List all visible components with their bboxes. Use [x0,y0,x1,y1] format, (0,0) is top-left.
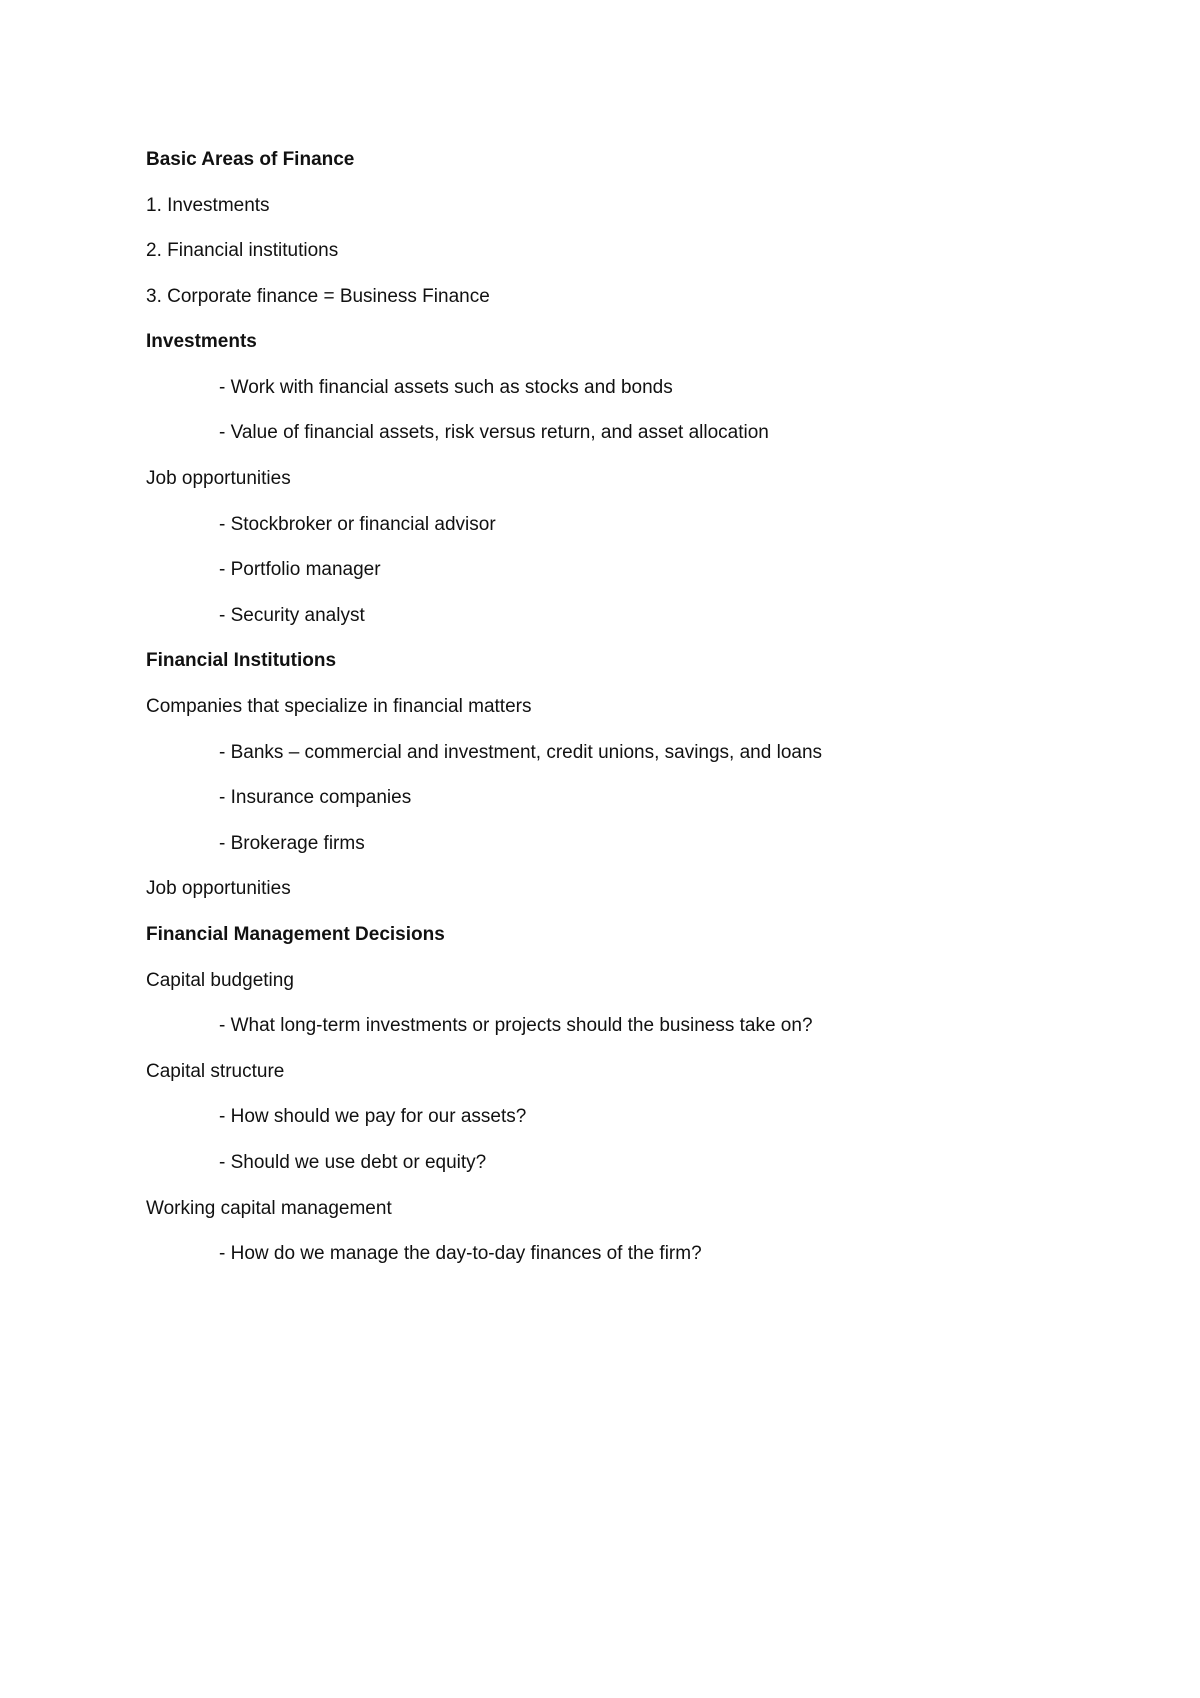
subheading-job-opportunities: Job opportunities [146,468,291,489]
bullet-value-of-assets: - Value of financial assets, risk versus return, and asset allocation [219,422,769,443]
heading-basic-areas: Basic Areas of Finance [146,149,355,170]
heading-financial-institutions: Financial Institutions [146,650,337,671]
heading-financial-management-decisions: Financial Management Decisions [146,924,445,945]
bullet-security-analyst: - Security analyst [219,605,365,626]
list-item-financial-institutions: 2. Financial institutions [146,240,339,261]
bullet-debt-or-equity: - Should we use debt or equity? [219,1152,487,1173]
subheading-working-capital: Working capital management [146,1198,392,1219]
list-item-investments: 1. Investments [146,195,270,216]
bullet-banks: - Banks – commercial and investment, credit unions, savings, and loans [219,742,823,763]
bullet-stockbroker: - Stockbroker or financial advisor [219,514,496,535]
subheading-capital-structure: Capital structure [146,1061,285,1082]
bullet-brokerage-firms: - Brokerage firms [219,833,365,854]
bullet-day-to-day-finances: - How do we manage the day-to-day finances of the firm? [219,1243,702,1264]
subheading-job-opportunities-2: Job opportunities [146,878,291,899]
bullet-portfolio-manager: - Portfolio manager [219,559,381,580]
heading-investments: Investments [146,331,257,352]
bullet-work-with-assets: - Work with financial assets such as stocks and bonds [219,377,673,398]
bullet-long-term-investments: - What long-term investments or projects should the business take on? [219,1015,813,1036]
bullet-insurance-companies: - Insurance companies [219,787,412,808]
list-item-corporate-finance: 3. Corporate finance = Business Finance [146,286,490,307]
bullet-pay-for-assets: - How should we pay for our assets? [219,1106,527,1127]
subheading-capital-budgeting: Capital budgeting [146,970,294,991]
paragraph-companies: Companies that specialize in financial matters [146,696,532,717]
